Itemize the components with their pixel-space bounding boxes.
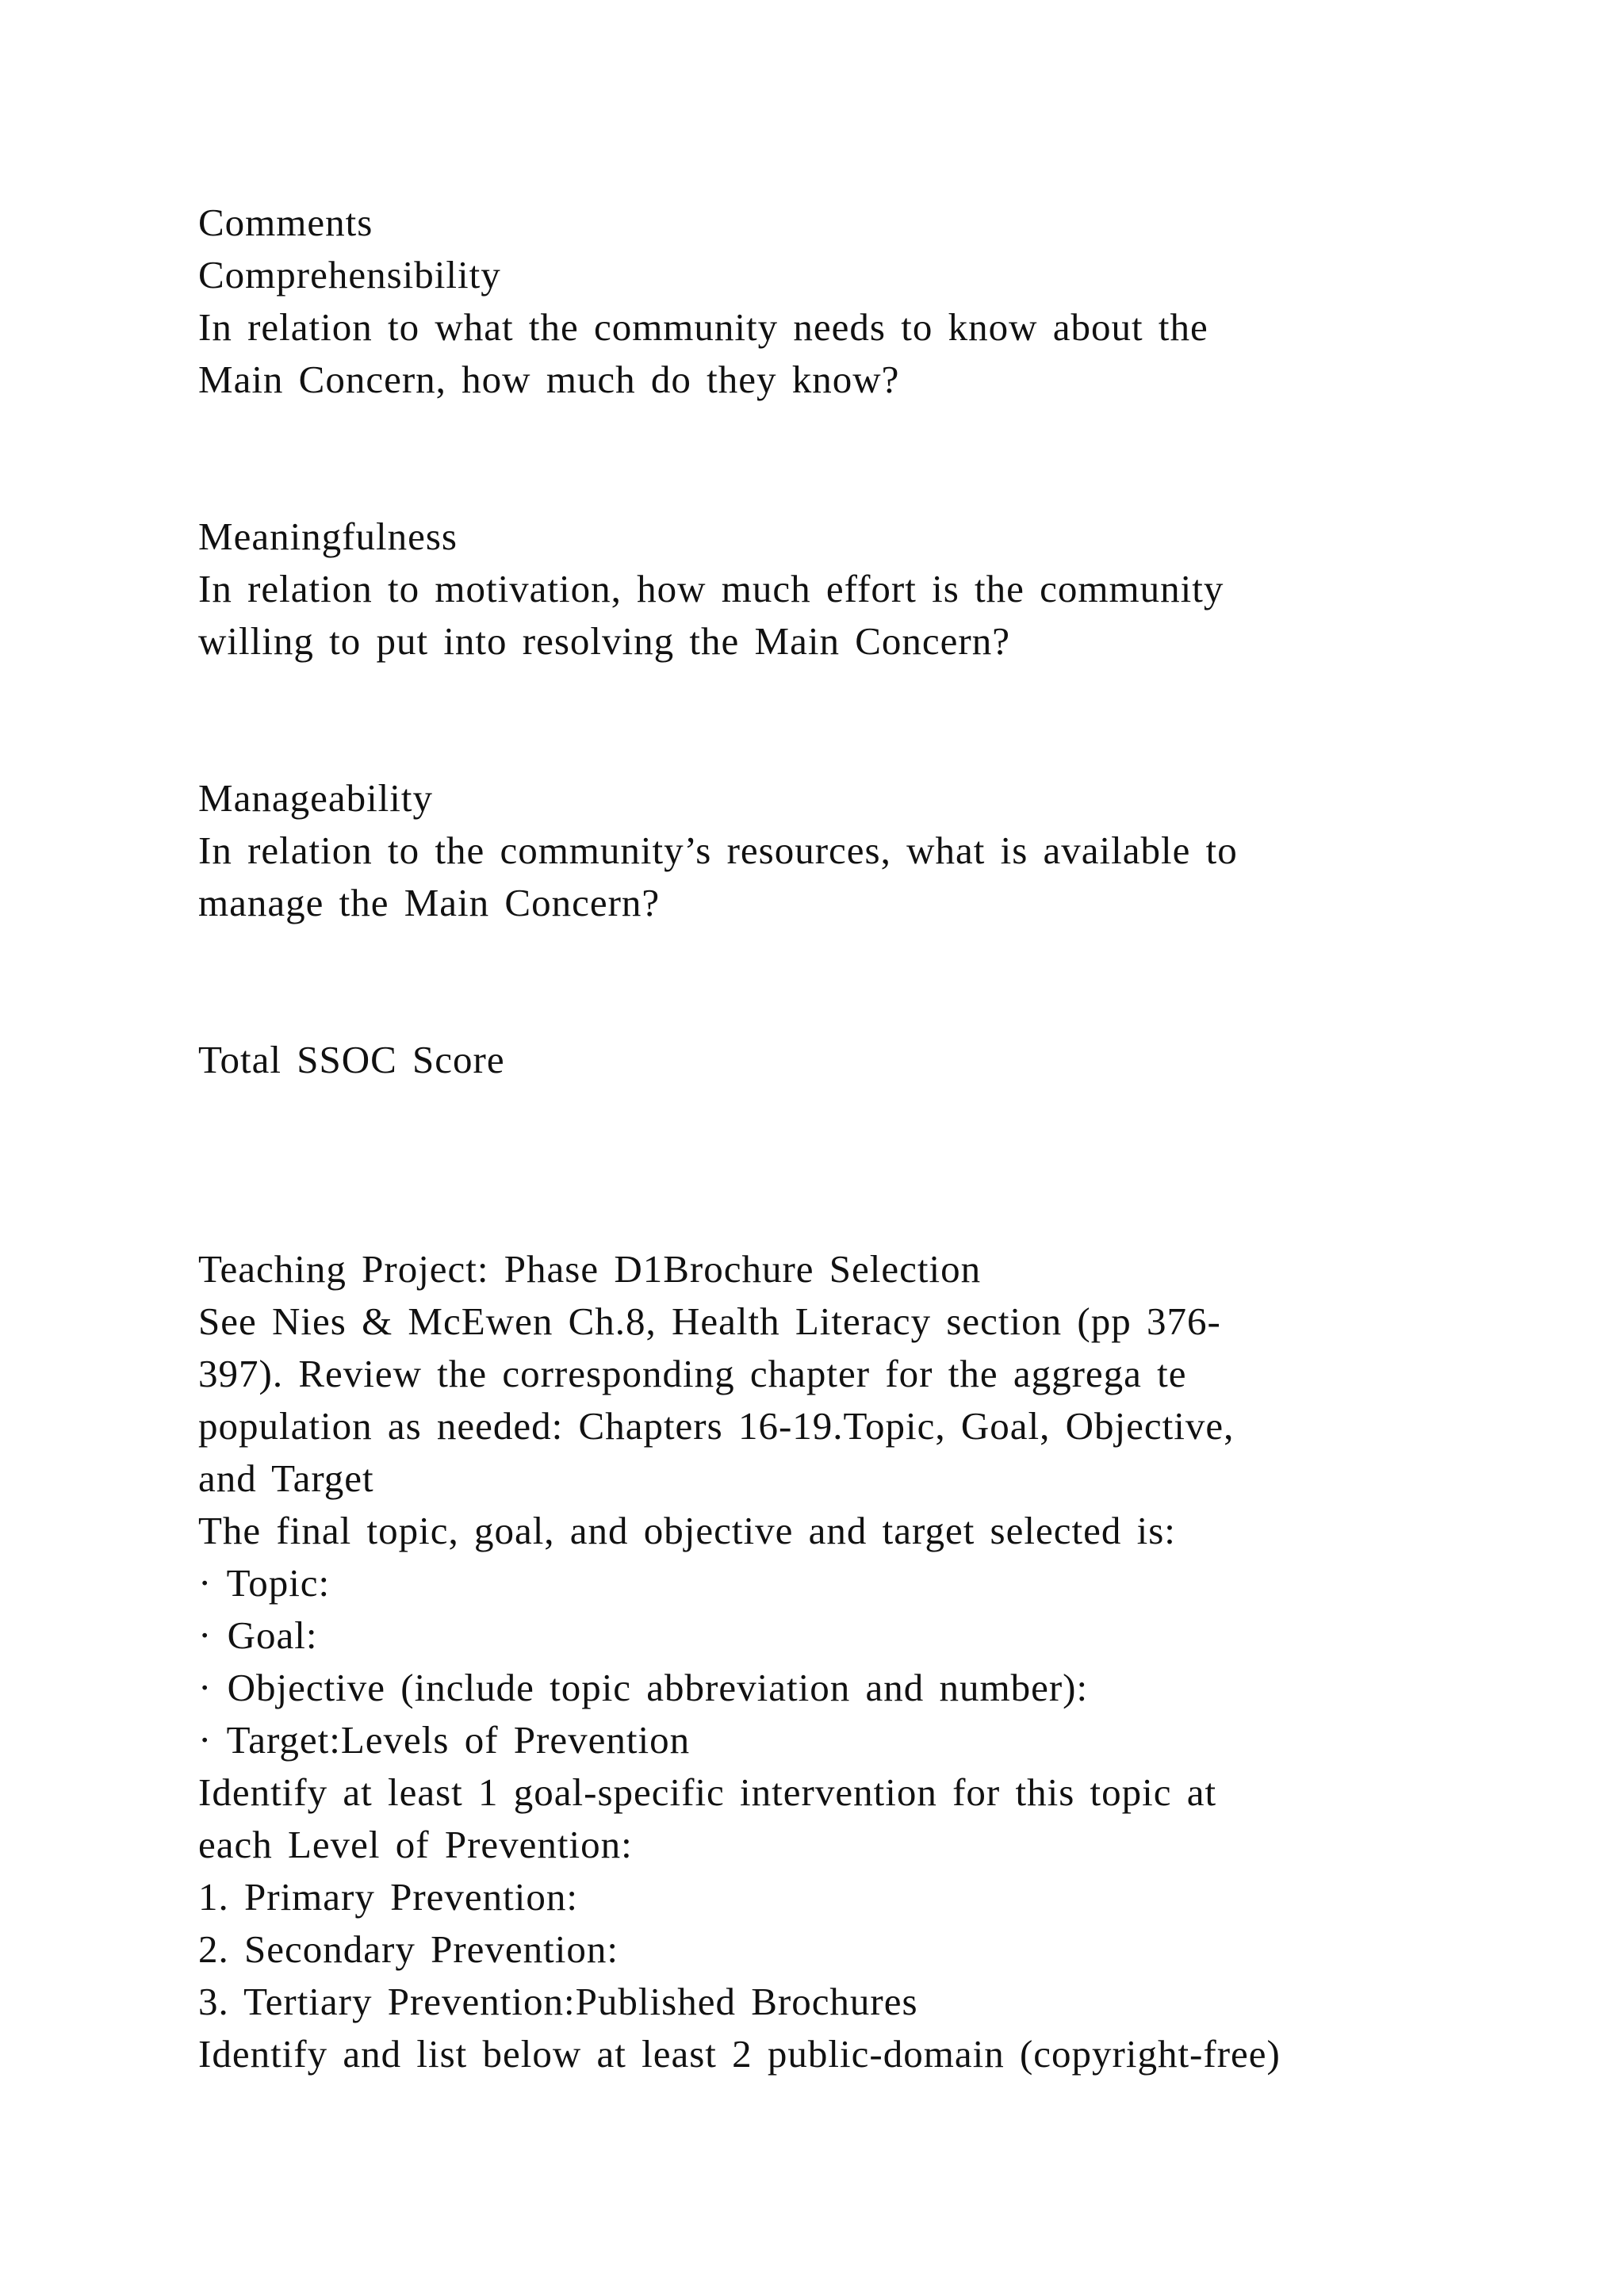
text-line: manage the Main Concern? — [198, 881, 661, 924]
text-line: and Target — [198, 1456, 374, 1500]
list-item-tertiary-prevention: 3. Tertiary Prevention:Published Brochures — [198, 1980, 918, 2023]
text-line: Identify at least 1 goal-specific intervention for this topic at — [198, 1770, 1217, 1814]
heading-meaningfulness: Meaningfulness — [198, 515, 458, 558]
text-line: In relation to the community’s resources, what is available to — [198, 828, 1238, 872]
list-item-primary-prevention: 1. Primary Prevention: — [198, 1875, 579, 1919]
heading-teaching-project: Teaching Project: Phase D1Brochure Selection — [198, 1247, 982, 1291]
bullet-topic: · Topic: — [198, 1561, 331, 1605]
bullet-target: · Target:Levels of Prevention — [198, 1718, 691, 1762]
text-line: 397). Review the corresponding chapter for the aggrega te — [198, 1352, 1187, 1395]
text-line: willing to put into resolving the Main Concern? — [198, 619, 1010, 663]
text-line: Identify and list below at least 2 public-domain (copyright-free) — [198, 2032, 1281, 2076]
text-line: The final topic, goal, and objective and target selected is: — [198, 1509, 1176, 1552]
text-line: each Level of Prevention: — [198, 1823, 633, 1866]
heading-comments: Comments — [198, 201, 373, 244]
heading-comprehensibility: Comprehensibility — [198, 253, 501, 297]
heading-total-ssoc-score: Total SSOC Score — [198, 1038, 505, 1081]
heading-manageability: Manageability — [198, 776, 434, 820]
list-item-secondary-prevention: 2. Secondary Prevention: — [198, 1927, 619, 1971]
text-line: In relation to motivation, how much effort is the community — [198, 567, 1224, 610]
bullet-objective: · Objective (include topic abbreviation and number): — [198, 1666, 1089, 1709]
bullet-goal: · Goal: — [198, 1613, 318, 1657]
text-line: Main Concern, how much do they know? — [198, 358, 900, 401]
text-line: See Nies & McEwen Ch.8, Health Literacy section (pp 376- — [198, 1299, 1221, 1343]
text-line: In relation to what the community needs to know about the — [198, 305, 1208, 349]
text-line: population as needed: Chapters 16-19.Topic, Goal, Objective, — [198, 1404, 1235, 1448]
